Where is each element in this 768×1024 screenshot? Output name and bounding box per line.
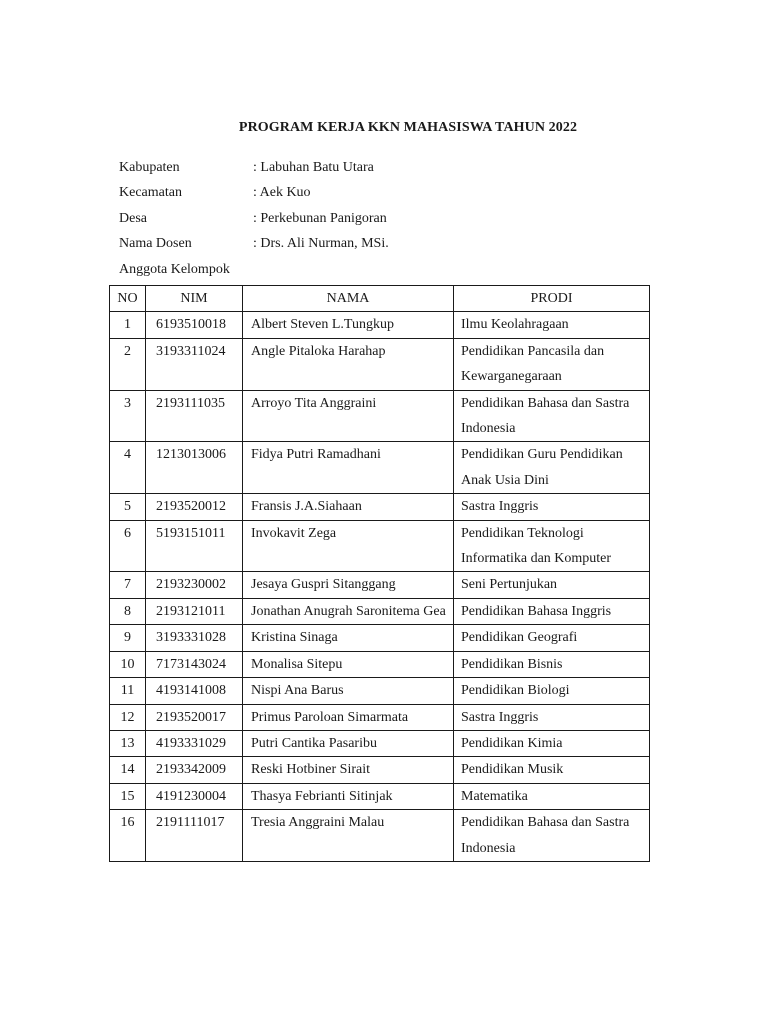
info-value: : Perkebunan Panigoran <box>253 210 387 226</box>
cell-nama: Fidya Putri Ramadhani <box>243 442 454 494</box>
page-title: PROGRAM KERJA KKN MAHASISWA TAHUN 2022 <box>238 120 578 135</box>
cell-nim: 2193121011 <box>146 598 243 624</box>
cell-prodi: Pendidikan Teknologi Informatika dan Komputer <box>454 520 650 572</box>
cell-prodi: Ilmu Keolahragaan <box>454 312 650 338</box>
cell-nama: Invokavit Zega <box>243 520 454 572</box>
cell-nim: 4193141008 <box>146 678 243 704</box>
cell-no: 10 <box>110 651 146 677</box>
info-label: Kabupaten <box>119 160 180 175</box>
cell-nama: Tresia Anggraini Malau <box>243 810 454 862</box>
table-row <box>110 390 650 442</box>
cell-no: 1 <box>110 312 146 338</box>
cell-no: 8 <box>110 598 146 624</box>
cell-nim: 4193331029 <box>146 730 243 756</box>
table-row <box>110 704 650 730</box>
table-row <box>110 651 650 677</box>
cell-nim: 6193510018 <box>146 312 243 338</box>
cell-no: 11 <box>110 678 146 704</box>
cell-nama: Primus Paroloan Simarmata <box>243 704 454 730</box>
info-label: Nama Dosen <box>119 236 192 252</box>
cell-nama: Jesaya Guspri Sitanggang <box>243 572 454 598</box>
cell-nim: 2193230002 <box>146 572 243 598</box>
table-row <box>110 338 650 390</box>
header-prodi: PRODI <box>454 286 650 312</box>
cell-nim: 5193151011 <box>146 520 243 572</box>
cell-nim: 7173143024 <box>146 651 243 677</box>
cell-prodi: Pendidikan Kimia <box>454 730 650 756</box>
cell-no: 13 <box>110 730 146 756</box>
cell-no: 5 <box>110 494 146 520</box>
table-row <box>110 520 650 572</box>
cell-nama: Angle Pitaloka Harahap <box>243 338 454 390</box>
info-value: : Labuhan Batu Utara <box>253 160 374 175</box>
header-nama: NAMA <box>243 286 454 312</box>
info-row <box>119 231 389 256</box>
cell-prodi: Pendidikan Musik <box>454 757 650 783</box>
table-row <box>110 494 650 520</box>
cell-nama: Jonathan Anugrah Saronitema Gea <box>243 598 454 624</box>
info-row <box>119 257 389 282</box>
info-row <box>119 155 389 180</box>
cell-no: 15 <box>110 783 146 809</box>
table-row <box>110 783 650 809</box>
info-block <box>119 155 389 282</box>
cell-nama: Nispi Ana Barus <box>243 678 454 704</box>
cell-nim: 2193111035 <box>146 390 243 442</box>
header-nim: NIM <box>146 286 243 312</box>
table-row <box>110 678 650 704</box>
cell-no: 16 <box>110 810 146 862</box>
cell-no: 12 <box>110 704 146 730</box>
info-value: : Aek Kuo <box>253 185 311 201</box>
cell-prodi: Sastra Inggris <box>454 494 650 520</box>
cell-nim: 2193520017 <box>146 704 243 730</box>
cell-nim: 2193342009 <box>146 757 243 783</box>
cell-nama: Albert Steven L.Tungkup <box>243 312 454 338</box>
cell-nim: 3193311024 <box>146 338 243 390</box>
info-row <box>119 206 389 231</box>
cell-nim: 2191111017 <box>146 810 243 862</box>
cell-prodi: Pendidikan Pancasila dan Kewarganegaraan <box>454 338 650 390</box>
cell-no: 4 <box>110 442 146 494</box>
table-row <box>110 625 650 651</box>
members-table <box>109 285 650 862</box>
cell-nama: Thasya Febrianti Sitinjak <box>243 783 454 809</box>
cell-no: 14 <box>110 757 146 783</box>
cell-prodi: Pendidikan Bahasa dan Sastra Indonesia <box>454 810 650 862</box>
header-no: NO <box>110 286 146 312</box>
cell-no: 9 <box>110 625 146 651</box>
cell-nama: Kristina Sinaga <box>243 625 454 651</box>
cell-no: 3 <box>110 390 146 442</box>
cell-nama: Reski Hotbiner Sirait <box>243 757 454 783</box>
table-row <box>110 598 650 624</box>
cell-prodi: Pendidikan Bisnis <box>454 651 650 677</box>
cell-nama: Putri Cantika Pasaribu <box>243 730 454 756</box>
cell-nama: Fransis J.A.Siahaan <box>243 494 454 520</box>
cell-nim: 2193520012 <box>146 494 243 520</box>
cell-prodi: Sastra Inggris <box>454 704 650 730</box>
cell-prodi: Pendidikan Bahasa Inggris <box>454 598 650 624</box>
cell-prodi: Matematika <box>454 783 650 809</box>
cell-prodi: Pendidikan Bahasa dan Sastra Indonesia <box>454 390 650 442</box>
info-label: Anggota Kelompok <box>119 261 230 277</box>
cell-no: 7 <box>110 572 146 598</box>
table-row <box>110 312 650 338</box>
info-label: Desa <box>119 210 147 226</box>
cell-nama: Arroyo Tita Anggraini <box>243 390 454 442</box>
cell-nama: Monalisa Sitepu <box>243 651 454 677</box>
cell-no: 6 <box>110 520 146 572</box>
cell-nim: 1213013006 <box>146 442 243 494</box>
info-row <box>119 180 389 205</box>
info-label: Kecamatan <box>119 185 182 201</box>
cell-nim: 3193331028 <box>146 625 243 651</box>
table-row <box>110 757 650 783</box>
cell-prodi: Seni Pertunjukan <box>454 572 650 598</box>
table-header-row <box>110 286 650 312</box>
table-row <box>110 730 650 756</box>
cell-prodi: Pendidikan Guru Pendidikan Anak Usia Dini <box>454 442 650 494</box>
cell-prodi: Pendidikan Geografi <box>454 625 650 651</box>
table-row <box>110 810 650 862</box>
cell-nim: 4191230004 <box>146 783 243 809</box>
cell-prodi: Pendidikan Biologi <box>454 678 650 704</box>
table-row <box>110 572 650 598</box>
info-value: : Drs. Ali Nurman, MSi. <box>253 236 389 252</box>
cell-no: 2 <box>110 338 146 390</box>
table-row <box>110 442 650 494</box>
